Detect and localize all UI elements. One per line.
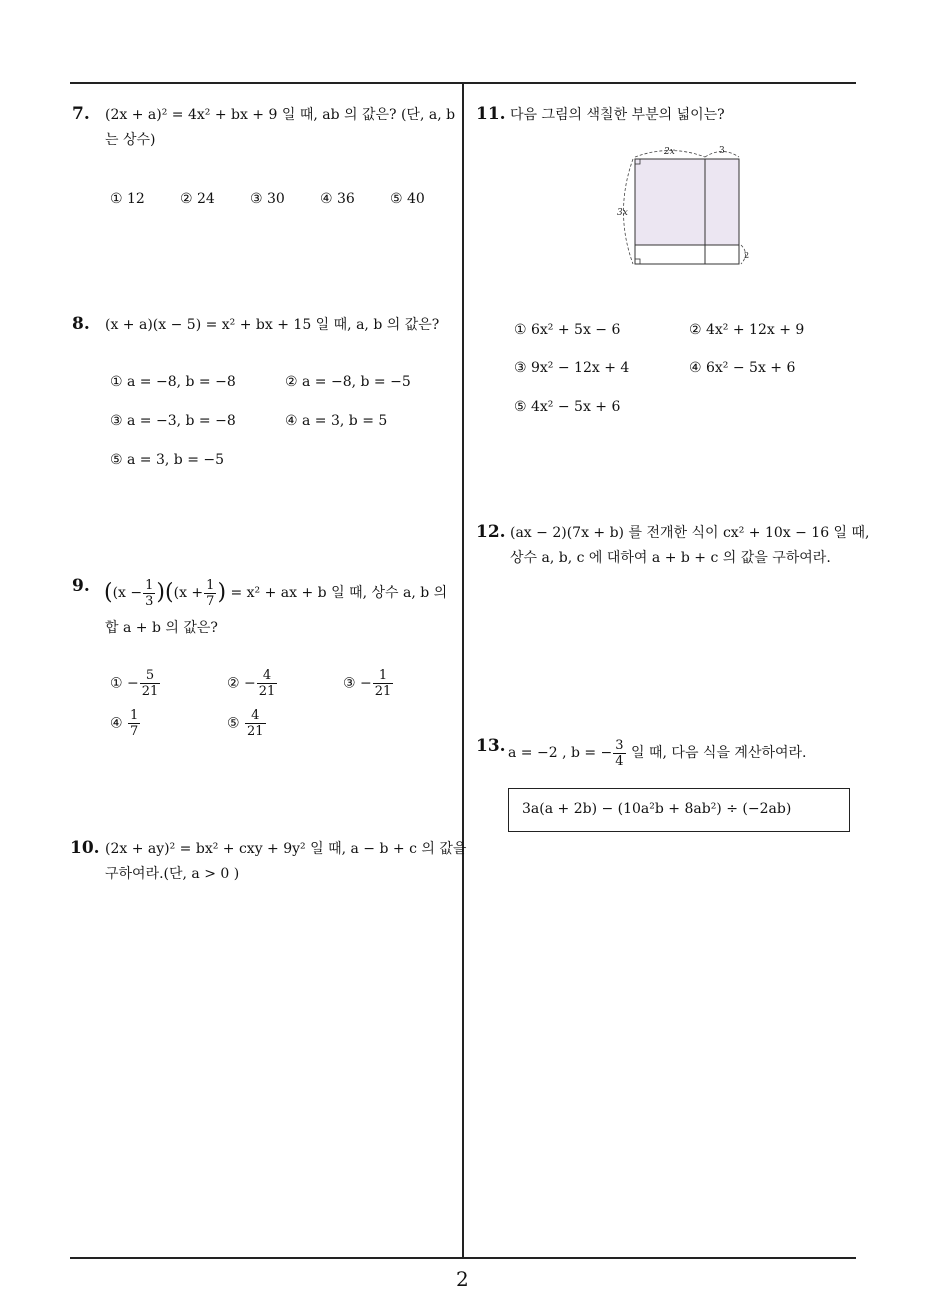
- question-11-choice-3[interactable]: ③ 9x² − 12x + 4: [514, 360, 630, 376]
- question-11-figure: [610, 142, 770, 272]
- choice-mark: ⑤: [227, 715, 240, 732]
- fraction-den: 7: [130, 724, 139, 739]
- question-13-number: 13.: [476, 736, 506, 756]
- question-7-number: 7.: [72, 104, 90, 124]
- q9-fraction-1-den: 3: [145, 593, 154, 609]
- paren-close-1: ): [156, 580, 166, 605]
- question-11-choice-1[interactable]: ① 6x² + 5x − 6: [514, 322, 621, 338]
- choice-fraction: [140, 668, 161, 699]
- q9-part-open2-text: (x +: [173, 585, 204, 601]
- label-3x: 3x: [617, 208, 628, 218]
- fraction-den: 21: [141, 684, 159, 699]
- question-13-text: [508, 736, 807, 770]
- right-angle-bottom: [635, 259, 640, 264]
- choice-mark: ④: [110, 715, 123, 732]
- question-8-choice-3[interactable]: ③ a = −3, b = −8: [110, 413, 236, 429]
- question-7-choice-2[interactable]: ② 24: [180, 191, 215, 207]
- paren-open-2: (: [165, 580, 174, 605]
- page-number: 2: [456, 1267, 469, 1291]
- question-8-choice-1[interactable]: ① a = −8, b = −8: [110, 374, 236, 390]
- label-3-top: 3: [719, 146, 725, 156]
- question-10-text-line2: 구하여라.(단, a > 0 ): [105, 866, 240, 882]
- question-9-choice-2[interactable]: [227, 668, 278, 699]
- choice-fraction: [257, 668, 278, 699]
- q9-fraction-1: [143, 578, 155, 609]
- choice-mark: ③: [343, 675, 356, 692]
- q9-line1-tail: = x² + ax + b 일 때, 상수 a, b 의: [230, 585, 448, 601]
- paren-close-2: ): [217, 580, 227, 605]
- q9-fraction-1-num: 1: [145, 577, 154, 593]
- q9-fraction-2-num: 1: [206, 577, 215, 593]
- question-8-text: (x + a)(x − 5) = x² + bx + 15 일 때, a, b 의 값은?: [105, 317, 440, 333]
- question-12-text-line2: 상수 a, b, c 에 대하여 a + b + c 의 값을 구하여라.: [510, 550, 831, 566]
- column-divider: [462, 82, 464, 1259]
- q13-post: 일 때, 다음 식을 계산하여라.: [631, 745, 807, 761]
- question-8-choice-4[interactable]: ④ a = 3, b = 5: [285, 413, 388, 429]
- question-10-number: 10.: [70, 838, 100, 858]
- question-7-text-line1: (2x + a)² = 4x² + bx + 9 일 때, ab 의 값은? (단, a, b: [105, 107, 456, 123]
- fraction-den: 21: [258, 684, 276, 699]
- fraction-num: 5: [140, 668, 161, 684]
- fraction-num: 4: [257, 668, 278, 684]
- question-8-choice-2[interactable]: ② a = −8, b = −5: [285, 374, 411, 390]
- shaded-region: [635, 159, 739, 245]
- label-2x: 2x: [664, 147, 675, 157]
- question-9-choice-5[interactable]: [227, 708, 267, 739]
- question-12-number: 12.: [476, 522, 506, 542]
- fraction-den: 21: [374, 684, 392, 699]
- choice-sign: −: [360, 675, 372, 692]
- choice-sign: −: [127, 675, 139, 692]
- paren-open-1: (: [104, 580, 113, 605]
- question-11-choice-4[interactable]: ④ 6x² − 5x + 6: [689, 360, 796, 376]
- question-9-choice-1[interactable]: [110, 668, 161, 699]
- q9-fraction-2-den: 7: [206, 593, 215, 609]
- choice-fraction: [245, 708, 266, 739]
- question-10-text-line1: (2x + ay)² = bx² + cxy + 9y² 일 때, a − b + c 의 값을: [105, 841, 467, 857]
- question-9-choice-3[interactable]: [343, 668, 394, 699]
- question-7-choice-1[interactable]: ① 12: [110, 191, 145, 207]
- question-7-choice-3[interactable]: ③ 30: [250, 191, 285, 207]
- question-9-text-line2: 합 a + b 의 값은?: [105, 620, 218, 636]
- choice-mark: ①: [110, 675, 123, 692]
- label-2-right: 2: [744, 251, 750, 260]
- question-11-choice-5[interactable]: ⑤ 4x² − 5x + 6: [514, 399, 621, 415]
- choice-sign: −: [244, 675, 256, 692]
- question-11-choice-2[interactable]: ② 4x² + 12x + 9: [689, 322, 805, 338]
- question-12-text-line1: (ax − 2)(7x + b) 를 전개한 식이 cx² + 10x − 16 일 때,: [510, 525, 870, 541]
- fraction-den: 21: [247, 724, 264, 739]
- question-9-equation: [104, 576, 447, 610]
- question-8-number: 8.: [72, 314, 90, 334]
- q13-fraction: [613, 738, 625, 769]
- fraction-num: 4: [245, 708, 266, 724]
- question-9-number: 9.: [72, 576, 90, 596]
- fraction-num: 1: [373, 668, 394, 684]
- bottom-rule: [70, 1257, 856, 1259]
- question-13-expression: 3a(a + 2b) − (10a²b + 8ab²) ÷ (−2ab): [522, 801, 792, 817]
- choice-fraction: [128, 708, 140, 739]
- fraction-num: 3: [615, 737, 624, 753]
- question-7-choice-4[interactable]: ④ 36: [320, 191, 355, 207]
- q9-part-open1-text: (x −: [112, 585, 143, 601]
- q9-fraction-2: [204, 578, 216, 609]
- fraction-den: 4: [615, 753, 624, 769]
- fraction-num: 1: [130, 708, 139, 723]
- question-11-number: 11.: [476, 104, 506, 124]
- question-7-choice-5[interactable]: ⑤ 40: [390, 191, 425, 207]
- question-8-choice-5[interactable]: ⑤ a = 3, b = −5: [110, 452, 225, 468]
- q13-pre: a = −2 , b = −: [508, 745, 613, 761]
- question-9-choice-4[interactable]: [110, 708, 141, 739]
- question-11-text: 다음 그림의 색칠한 부분의 넓이는?: [510, 107, 725, 123]
- question-13-expression-box: [508, 788, 850, 832]
- choice-mark: ②: [227, 675, 240, 692]
- choice-fraction: [373, 668, 394, 699]
- question-7-text-line2: 는 상수): [105, 132, 156, 148]
